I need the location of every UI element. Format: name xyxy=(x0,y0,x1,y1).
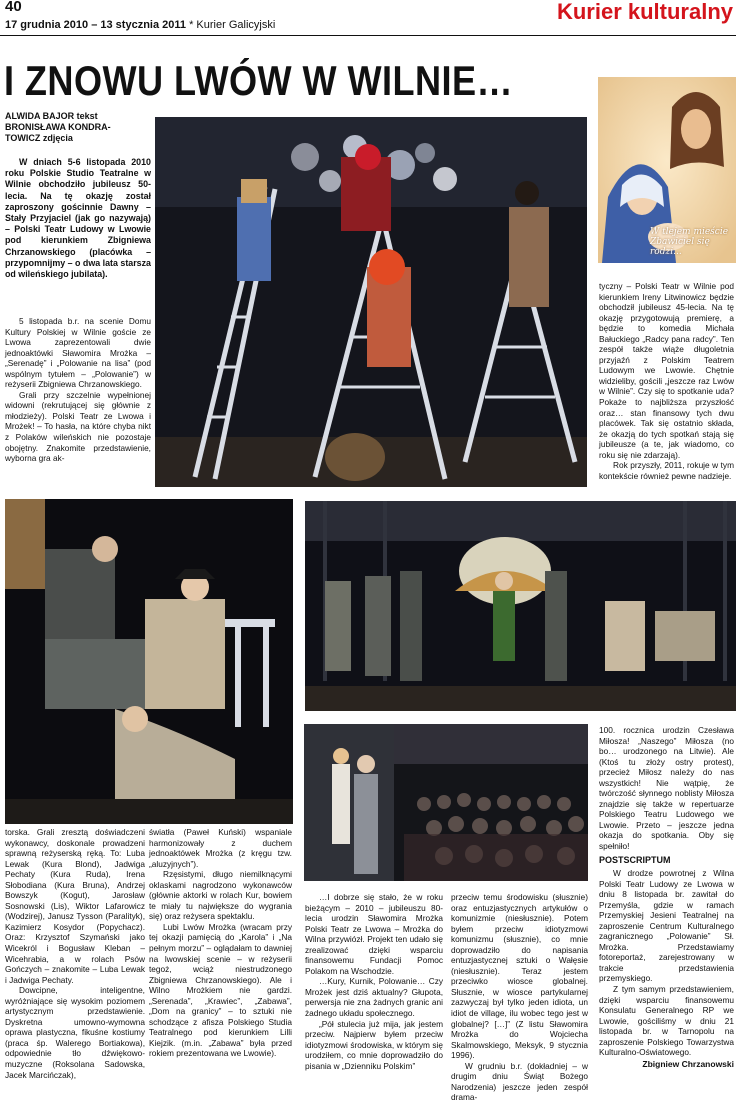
ad-caption-line1: W tlejem mieście xyxy=(650,227,729,237)
postscript-signature: Zbigniew Chrzanowski xyxy=(642,1058,734,1069)
ad-caption-line2: Zbawiciel się rodzi... xyxy=(650,237,710,257)
byline-line-3: TOWICZ zdjęcia xyxy=(5,132,73,143)
bottom-col1-paragraph: Dowcipne, inteligentne, wyróżniające się wysokim poziomem artystycznym przedstawienie. Dyskretna umowno-wymowna oprawa plastyczna, fikuśne kostiumy (praca śp. Walerego Bortiakowa), odpowiednie tło dźwiękowo-muzyczne (Roksolana Sadowska, Jacek Marcińczak), xyxy=(5,985,145,1080)
dateline xyxy=(5,19,275,31)
bottom-column-2 xyxy=(149,827,292,1059)
postscript-section xyxy=(599,855,734,1070)
bottom-column-3 xyxy=(305,892,443,1071)
paper-name: Kurier Galicyjski xyxy=(196,19,276,31)
audience-photo xyxy=(304,724,588,881)
col1-paragraph: Grali przy szczelnie wypełnionej widowni (rekrutującej się głównie z młodzieży). Polski Teatr ze Lwowa i Mrożek! – To hasła, na które chyba nikt z Polaków wileńskich nie pozostaje obojętny. Znakomite przedstawienie, wyborna gra ak- xyxy=(5,389,151,464)
column-1-top xyxy=(5,316,151,464)
byline-line-2: BRONISŁAWA KONDRA- xyxy=(5,121,111,132)
section-title: Kurier kulturalny xyxy=(556,0,733,24)
dateline-separator: * xyxy=(189,19,194,31)
lead-paragraph xyxy=(5,157,151,280)
postscript-paragraph: W drodze powrotnej z Wilna Polski Teatr Ludowy ze Lwowa w dniu 8 listopada br. zawitał do Przemyśla, gdzie w ramach Przemyskiej Jesieni Teatralnej na zaproszenie Centrum Kulturalnego zagranicznego „Polowanie” Sł. Mrożka. Przedstawiamy fotoreportaż, zarejestrowany w trakcie przedstawienia przemyskiego. xyxy=(599,868,734,984)
headline: I ZNOWU LWÓW W WILNIE… xyxy=(4,57,514,104)
dateline-dates: 17 grudnia 2010 – 13 stycznia 2011 xyxy=(5,19,187,31)
stage-photo-main xyxy=(155,117,587,487)
bottom-col4-paragraph: W grudniu b.r. (dokładniej – w drugim dniu Świąt Bożego Narodzenia) jeszcze jeden zespół drama- xyxy=(451,1060,588,1103)
postscript-title: POSTSCRIPTUM xyxy=(599,855,671,865)
bottom-col2-paragraph: światła (Paweł Kuński) wspaniale harmonizowały z duchem jednoaktówek Mrożka (z kręgu tzw. „aluzyjnych”). xyxy=(149,827,292,869)
byline xyxy=(5,111,151,143)
stage-photo-hunters xyxy=(5,499,293,824)
postscript-body xyxy=(599,868,734,1058)
right-col-middle-text: 100. rocznica urodzin Czesława Miłosza! „Naszego” Miłosza (no bo… urodzonego na Litwie). Ale (Ktoś tu złoży ostry protest), przecież Miłosz należy do nas wszystkich! Nie wątpię, że twórczość słynnego noblisty Miłosza znajdzie się także w repertuarze Polskiego Teatru Ludowego we Lwowie. Przeto – jeszcze jedna okazja do spotkania. Oby się spełniło! xyxy=(599,725,734,852)
stage-photo-ensemble xyxy=(305,501,736,711)
column-right-top xyxy=(599,281,734,481)
page-number: 40 xyxy=(5,0,22,15)
bottom-col2-paragraph: Lubi Lwów Mrożka (wracam przy tej okazji pamięcią do „Karola” i „Na pełnym morzu” – oglądałam to dawniej na lwowskiej scenie – w reżyserii tegoż, wciąż niestrudzonego Zbigniewa Chrzanowskiego). Ale i Wilno Mrożkiem nie gardzi. „Serenada”, „Krawiec”, „Zabawa”, „Dom na granicy” – to sztuki nie schodzące z afisza Polskiego Studia Teatralnego pod kierunkiem Lilli Kiejzik. (m.in. „Zabawa” była przed rokiem prezentowana we Lwowie). xyxy=(149,921,292,1059)
postscript-paragraph: Z tym samym przedstawieniem, dzięki wsparciu finansowemu Konsulatu Generalnego RP we Lwowie, gościliśmy w dniu 21 listopada br. w Tarnopolu na zaproszenie Polskiego Towarzystwa Kulturalno-Oświatowego. xyxy=(599,984,734,1058)
byline-line-1: ALWIDA BAJOR tekst xyxy=(5,111,98,121)
bottom-col3-paragraph: „Pół stulecia już mija, jak jestem przeciw. Najpierw byłem przeciw idiotyzmowi środowiska, w którym się urodziłem, co mnie doprowadziło do pisania w „Dzienniku Polskim” xyxy=(305,1018,443,1071)
right-col-paragraph: tyczny – Polski Teatr w Wilnie pod kierunkiem Ireny Litwinowicz będzie obchodził jubileusz 45-lecia. Na tę okazję przygotowują premierę, a będzie to komedia Michała Bałuckiego „Radcy pana radcy”. Ten zespół także wiąże długoletnia przyjaźń z Polskim Teatrem Ludowym we Lwowie. Chętnie widzieliby, gościli „jeszcze raz Lwów w Wilnie”. Czy się to spotkanie uda? Pokaże to najbliższa przyszłość oraz… stan finansowy tych dwu placówek. Tak się ostatnio składa, że okazją do tych spotkań stają się jubileusze (a te, jak wiadomo, co roku się nie zdarzają). xyxy=(599,281,734,460)
bottom-col2-paragraph: Rzęsistymi, długo niemilknącymi oklaskami nagrodzono wykonawców (głównie aktorki w rolach Kur, bowiem te miały tu największe do wygrania się) oraz reżysera spektaklu. xyxy=(149,869,292,922)
lead-text: W dniach 5-6 listopada 2010 roku Polskie Studio Teatralne w Wilnie obchodziło jubileusz 50-lecia. Na tę okazję został zaproszony gościnnie Dawny – Stały Przyjaciel (jak go nazywają) – Polski Teatr Ludowy w Lwowie pod kierunkiem Zbigniewa Chrzanowskiego (placówka – przypomnijmy – o dwa lata starsza od wileńskiego jubilata). xyxy=(5,157,151,280)
bottom-col1-paragraph: torska. Grali zresztą doświadczeni wykonawcy, doskonale prowadzeni sprawną reżyserską ręką. To: Luba Lewak (Kura Blond), Jadwiga Pechaty (Kura Ruda), Irena Słobodiana (Kura Bruna), Andrzej Bowszyk (Kogut), Jarosław Sosnowski (Lis), Wiktor Lafarowicz (Wodzirej), Janusz Tysson (Paralityk), Kazimierz Kosydor (Popychacz). Oraz: Krzysztof Szymański jako Wicekról i Bogusław Kleban – Wicehrabia, a w rolach Psów Gończych – znakomite – Luba Lewak i Jadwiga Pechaty. xyxy=(5,827,145,985)
right-col-paragraph: Rok przyszły, 2011, rokuje w tym kontekście również pewne nadzieje. xyxy=(599,460,734,481)
bottom-column-1 xyxy=(5,827,145,1080)
header-rule xyxy=(0,35,736,36)
bottom-col3-paragraph: …Kury, Kurnik, Polowanie… Czy Mrożek jest dziś aktualny? Głupota, perwersja nie zna żadnych granic ani żadnego układu społecznego. xyxy=(305,976,443,1019)
bottom-column-4 xyxy=(451,892,588,1103)
ad-caption xyxy=(650,227,736,257)
bottom-col4-paragraph: przeciw temu środowisku (słusznie) oraz entuzjastycznych artykułów o komunizmie (niesłusznie). Potem byłem przeciw idiotyzmowi komunizmu (słusznie), co mnie doprowadziło do napisania entuzjastycznej sztuki o Wałęsie (niesłusznie). Teraz jestem przeciwko wiosce globalnej. Słusznie, w wiosce partykularnej zazwyczaj był tylko jeden idiota, un idiot de village, ilu wobec tego jest w globalnej? […]” (Z listu Sławomira Mrożka do Wojciecha Skalmowskiego, Meksyk, 9 stycznia 1996). xyxy=(451,892,588,1061)
col1-paragraph: 5 listopada b.r. na scenie Domu Kultury Polskiej w Wilnie goście ze Lwowa zaprezentowali dwie jednoaktówki Sławomira Mrożka – „Serenadę” i „Polowanie na lisa” (pod wspólnym tytułem – „Polowanie”) w reżyserii Zbigniewa Chrzanowskiego. xyxy=(5,316,151,390)
page-header xyxy=(0,0,736,36)
holy-family-ad-image xyxy=(598,77,736,263)
bottom-col3-paragraph: …I dobrze się stało, że w roku bieżącym – 2010 – jubileuszu 80-lecia urodzin Sławomira Mrożka Polski Teatr ze Lwowa – Mrożka do Wilna przywiózł. Projekt ten udało się zrealizować dzięki wsparciu finansowemu Fundacji Pomoc Polakom na Wschodzie. xyxy=(305,892,443,976)
column-right-middle xyxy=(599,725,734,852)
